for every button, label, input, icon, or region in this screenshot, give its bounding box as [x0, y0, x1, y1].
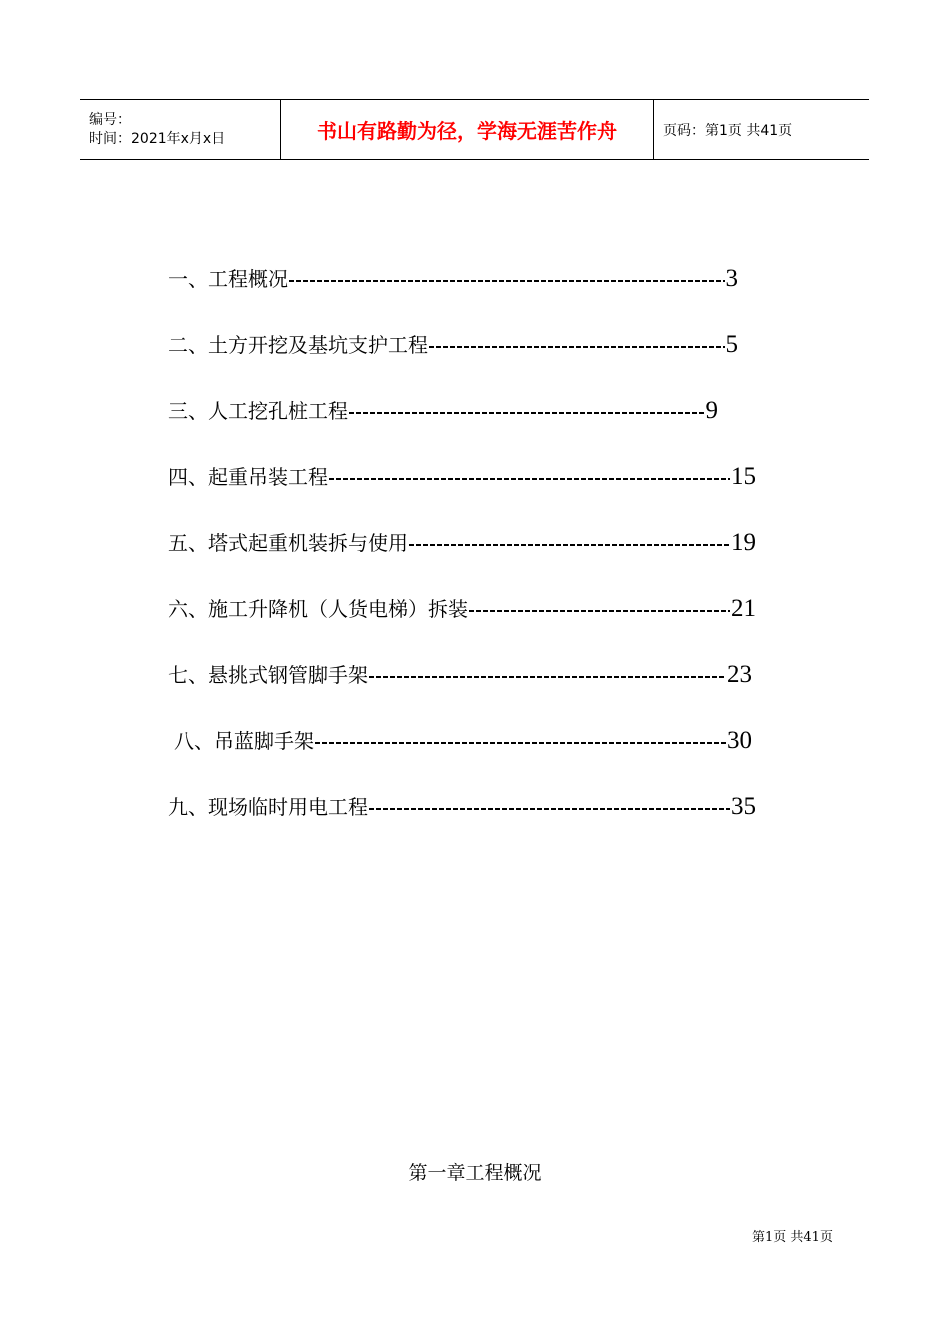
toc-entry-title: 二、土方开挖及基坑支护工程: [168, 333, 428, 357]
number-label: 编号：: [89, 111, 131, 128]
toc-leader-dots: [409, 544, 730, 546]
toc-leader-dots: [369, 676, 726, 678]
toc-entry[interactable]: [168, 260, 738, 294]
toc-entry-title: 四、起重吊装工程: [168, 465, 328, 489]
toc-entry[interactable]: [168, 458, 756, 492]
toc-entry-page: 15: [731, 463, 756, 490]
toc-entry-title: 七、悬挑式钢管脚手架: [168, 663, 368, 687]
chapter-title: 第一章工程概况: [408, 1162, 542, 1184]
toc-entry-title: 三、人工挖孔桩工程: [168, 399, 348, 423]
toc-entry-title: 五、塔式起重机装拆与使用: [168, 531, 408, 555]
toc-entry-title: 八、吊蓝脚手架: [174, 729, 314, 753]
toc-leader-dots: [469, 610, 730, 612]
toc-entry-page: 19: [731, 529, 756, 556]
toc-entry-title: 九、现场临时用电工程: [168, 795, 368, 819]
toc-entry[interactable]: [168, 392, 718, 426]
toc-leader-dots: [349, 412, 705, 414]
page-footer: 第1页 共41页: [752, 1230, 833, 1245]
toc-entry-page: 35: [731, 793, 756, 820]
toc-entry-title: 一、工程概况: [168, 267, 288, 291]
toc-entry[interactable]: [168, 788, 756, 822]
toc-leader-dots: [329, 478, 730, 480]
toc-leader-dots: [315, 742, 726, 744]
toc-entry-page: 21: [731, 595, 756, 622]
toc-entry[interactable]: [168, 524, 756, 558]
header-motto: 书山有路勤为径，学海无涯苦作舟: [281, 100, 654, 159]
toc-entry-page: 3: [725, 265, 738, 292]
header-page-label: 页码：第1页 共41页: [663, 122, 793, 139]
toc-entry-title: 六、施工升降机（人货电梯）拆装: [168, 597, 468, 621]
toc-leader-dots: [429, 346, 725, 348]
toc-entry-page: 5: [725, 331, 738, 358]
toc-entry[interactable]: [168, 326, 738, 360]
toc-entry[interactable]: [174, 722, 752, 756]
toc-entry[interactable]: [168, 590, 756, 624]
toc-entry-page: 23: [727, 661, 752, 688]
toc-entry-page: 30: [727, 727, 752, 754]
toc-entry-page: 9: [705, 397, 718, 424]
toc-leader-dots: [289, 280, 725, 282]
time-label: 时间：2021年x月x日: [89, 130, 226, 147]
toc-entry[interactable]: [168, 656, 752, 690]
toc-leader-dots: [369, 808, 730, 810]
